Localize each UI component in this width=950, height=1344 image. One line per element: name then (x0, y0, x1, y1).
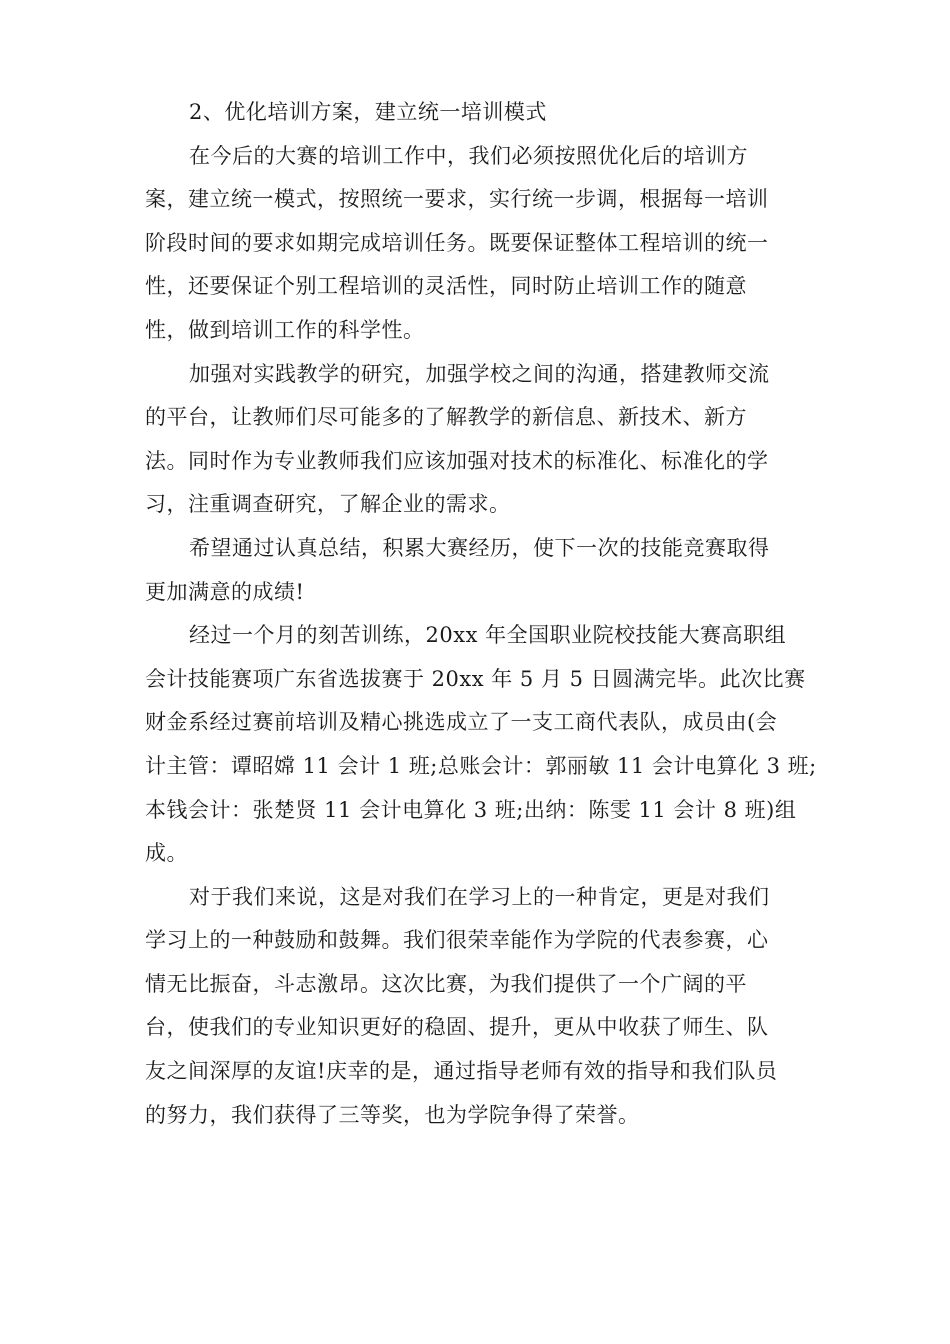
paragraph-honor (145, 876, 815, 1138)
text-line: 性，还要保证个别工程培训的灵活性，同时防止培训工作的随意 (145, 274, 747, 299)
text-line: 会计技能赛项广东省选拔赛于 20xx 年 5 月 5 日圆满完毕。此次比赛 (145, 666, 806, 691)
paragraph-unified-training (145, 135, 815, 353)
text-line: 习，注重调查研究，了解企业的需求。 (145, 492, 511, 517)
heading-optimize-training (145, 91, 815, 135)
text-line: 案，建立统一模式，按照统一要求，实行统一步调，根据每一培训 (145, 187, 769, 212)
text-line: 友之间深厚的友谊!庆幸的是，通过指导老师有效的指导和我们队员 (145, 1059, 778, 1084)
text-line: 对于我们来说，这是对我们在学习上的一种肯定，更是对我们 (189, 884, 770, 909)
text-line: 2、优化培训方案，建立统一培训模式 (189, 100, 547, 124)
text-line: 更加满意的成绩! (145, 579, 305, 604)
text-line: 阶段时间的要求如期完成培训任务。既要保证整体工程培训的统一 (145, 230, 769, 255)
text-line: 经过一个月的刻苦训练，20xx 年全国职业院校技能大赛高职组 (189, 623, 787, 648)
paragraph-hope (145, 527, 815, 614)
text-line: 性，做到培训工作的科学性。 (145, 317, 425, 342)
text-line: 本钱会计：张楚贤 11 会计电算化 3 班;出纳：陈雯 11 会计 8 班)组 (145, 797, 797, 822)
text-line: 法。同时作为专业教师我们应该加强对技术的标准化、标准化的学 (145, 448, 769, 473)
document-body (145, 91, 815, 1137)
text-line: 希望通过认真总结，积累大赛经历，使下一次的技能竞赛取得 (189, 535, 770, 560)
paragraph-practice-teaching (145, 353, 815, 527)
text-line: 的努力，我们获得了三等奖，也为学院争得了荣誉。 (145, 1102, 640, 1127)
text-line: 的平台，让教师们尽可能多的了解教学的新信息、新技术、新方 (145, 405, 747, 430)
text-line: 加强对实践教学的研究，加强学校之间的沟通，搭建教师交流 (189, 361, 770, 386)
text-line: 台，使我们的专业知识更好的稳固、提升，更从中收获了师生、队 (145, 1015, 769, 1040)
text-line: 在今后的大赛的培训工作中，我们必须按照优化后的培训方 (189, 143, 748, 168)
text-line: 财金系经过赛前培训及精心挑选成立了一支工商代表队，成员由(会 (145, 710, 778, 735)
paragraph-competition-summary (145, 614, 815, 876)
text-line: 计主管：谭昭嫦 11 会计 1 班;总账会计：郭丽敏 11 会计电算化 3 班; (145, 753, 817, 778)
text-line: 情无比振奋，斗志激昂。这次比赛，为我们提供了一个广阔的平 (145, 971, 747, 996)
text-line: 学习上的一种鼓励和鼓舞。我们很荣幸能作为学院的代表参赛，心 (145, 928, 769, 953)
text-line: 成。 (145, 841, 188, 866)
